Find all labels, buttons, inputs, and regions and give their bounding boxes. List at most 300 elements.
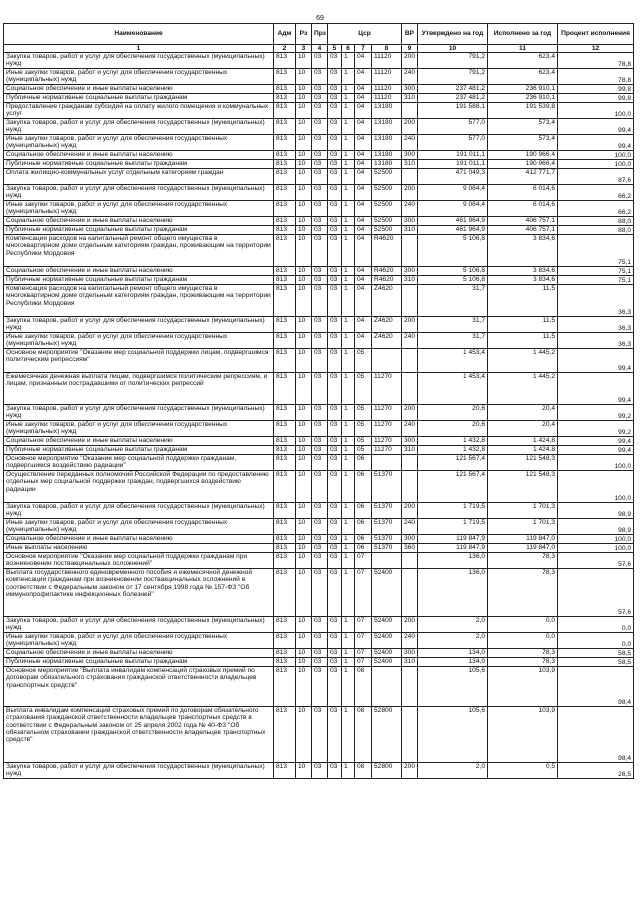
row-adm: 813 (274, 285, 296, 317)
row-csr-part3: 07 (355, 553, 372, 569)
row-adm: 813 (274, 455, 296, 471)
row-prz: 03 (312, 658, 328, 667)
row-prz: 03 (312, 160, 328, 169)
row-name: Закупка товаров, работ и услуг для обеспечения государственных (муниципальных) нужд (4, 317, 274, 333)
row-adm: 813 (274, 103, 296, 119)
row-prz: 03 (312, 649, 328, 658)
table-row (4, 94, 634, 103)
table-row (4, 235, 634, 267)
row-csr-part2: 1 (342, 285, 355, 317)
row-executed: 190 966,4 (488, 151, 558, 160)
row-prz: 03 (312, 544, 328, 553)
row-prz: 03 (312, 276, 328, 285)
row-csr-part1: 03 (328, 85, 342, 94)
row-csr-code: 51370 (372, 535, 402, 544)
column-number: 9 (402, 45, 418, 53)
row-name: Социальное обеспечение и иные выплаты населению (4, 437, 274, 446)
row-csr-part1: 03 (328, 633, 342, 649)
row-csr-code (372, 455, 402, 471)
row-vr (402, 235, 418, 267)
table-row (4, 544, 634, 553)
row-approved: 2,0 (418, 763, 488, 779)
row-approved: 121 567,4 (418, 455, 488, 471)
row-vr: 310 (402, 658, 418, 667)
row-rz: 10 (296, 569, 312, 617)
row-vr: 300 (402, 649, 418, 658)
row-rz: 10 (296, 421, 312, 437)
row-adm: 813 (274, 633, 296, 649)
row-adm: 813 (274, 519, 296, 535)
row-csr-code: 11270 (372, 446, 402, 455)
row-csr-part2: 1 (342, 226, 355, 235)
table-row (4, 455, 634, 471)
row-rz: 10 (296, 119, 312, 135)
row-csr-part2: 1 (342, 446, 355, 455)
row-adm: 813 (274, 535, 296, 544)
row-executed: 11,5 (488, 285, 558, 317)
row-csr-part2: 1 (342, 763, 355, 779)
row-percent: 99,4 (558, 119, 634, 135)
row-adm: 813 (274, 119, 296, 135)
row-name: Иные выплаты населению (4, 544, 274, 553)
row-csr-part3: 06 (355, 455, 372, 471)
row-executed: 1 424,8 (488, 446, 558, 455)
row-rz: 10 (296, 53, 312, 69)
row-rz: 10 (296, 544, 312, 553)
row-vr (402, 553, 418, 569)
row-csr-part3: 04 (355, 285, 372, 317)
row-approved: 191 011,1 (418, 160, 488, 169)
row-csr-part1: 03 (328, 519, 342, 535)
row-rz: 10 (296, 471, 312, 503)
row-csr-part2: 1 (342, 169, 355, 185)
row-percent: 100,0 (558, 151, 634, 160)
table-row (4, 267, 634, 276)
row-name: Публичные нормативные социальные выплаты гражданам (4, 658, 274, 667)
row-rz: 10 (296, 535, 312, 544)
row-csr-code: 13180 (372, 103, 402, 119)
table-row (4, 135, 634, 151)
row-executed: 78,3 (488, 553, 558, 569)
row-rz: 10 (296, 160, 312, 169)
row-percent: 99,8 (558, 85, 634, 94)
row-approved: 1 432,8 (418, 437, 488, 446)
table-row (4, 437, 634, 446)
row-csr-part1: 03 (328, 544, 342, 553)
row-name: Иные закупки товаров, работ и услуг для обеспечения государственных (муниципальных) нужд (4, 333, 274, 349)
row-executed: 3 834,6 (488, 235, 558, 267)
table-row (4, 503, 634, 519)
row-percent: 36,3 (558, 317, 634, 333)
row-name: Социальное обеспечение и иные выплаты населению (4, 151, 274, 160)
row-csr-part2: 1 (342, 317, 355, 333)
row-csr-part3: 07 (355, 569, 372, 617)
row-prz: 03 (312, 617, 328, 633)
row-csr-code: 52400 (372, 617, 402, 633)
row-csr-code (372, 667, 402, 707)
row-csr-part1: 03 (328, 53, 342, 69)
row-vr (402, 103, 418, 119)
row-csr-part1: 03 (328, 763, 342, 779)
row-approved: 20,6 (418, 421, 488, 437)
row-vr: 240 (402, 519, 418, 535)
row-csr-part3: 06 (355, 535, 372, 544)
row-rz: 10 (296, 285, 312, 317)
row-executed: 1 701,3 (488, 503, 558, 519)
row-approved: 5 106,8 (418, 235, 488, 267)
row-name: Закупка товаров, работ и услуг для обеспечения государственных (муниципальных) нужд (4, 119, 274, 135)
row-rz: 10 (296, 658, 312, 667)
row-executed: 623,4 (488, 69, 558, 85)
row-adm: 813 (274, 763, 296, 779)
header-percent: Процент исполнения (558, 24, 634, 45)
row-rz: 10 (296, 763, 312, 779)
row-name: Закупка товаров, работ и услуг для обеспечения государственных (муниципальных) нужд (4, 617, 274, 633)
row-prz: 03 (312, 185, 328, 201)
row-prz: 03 (312, 285, 328, 317)
row-percent: 100,0 (558, 103, 634, 119)
row-csr-part1: 03 (328, 135, 342, 151)
row-vr: 200 (402, 53, 418, 69)
row-percent: 98,9 (558, 503, 634, 519)
row-name: Социальное обеспечение и иные выплаты населению (4, 217, 274, 226)
row-name: Социальное обеспечение и иные выплаты населению (4, 535, 274, 544)
row-csr-code: 13180 (372, 135, 402, 151)
row-name: Иные закупки товаров, работ и услуг для обеспечения государственных (муниципальных) нужд (4, 135, 274, 151)
row-csr-part3: 07 (355, 649, 372, 658)
row-csr-part1: 03 (328, 455, 342, 471)
row-vr: 300 (402, 437, 418, 446)
row-prz: 03 (312, 151, 328, 160)
row-name: Предоставление гражданам субсидий на оплату жилого помещения и коммунальных услуг (4, 103, 274, 119)
row-percent: 78,8 (558, 69, 634, 85)
table-row (4, 553, 634, 569)
row-prz: 03 (312, 226, 328, 235)
row-csr-part1: 03 (328, 119, 342, 135)
row-approved: 461 964,9 (418, 226, 488, 235)
row-rz: 10 (296, 85, 312, 94)
row-csr-part2: 1 (342, 217, 355, 226)
row-csr-part2: 1 (342, 276, 355, 285)
row-prz: 03 (312, 535, 328, 544)
row-csr-part1: 03 (328, 103, 342, 119)
row-csr-part3: 07 (355, 658, 372, 667)
row-adm: 813 (274, 349, 296, 373)
row-executed: 190 966,4 (488, 160, 558, 169)
row-csr-code: 52400 (372, 649, 402, 658)
row-executed: 0,0 (488, 633, 558, 649)
row-csr-part3: 04 (355, 317, 372, 333)
row-csr-part2: 1 (342, 185, 355, 201)
row-adm: 813 (274, 201, 296, 217)
row-adm: 813 (274, 160, 296, 169)
row-rz: 10 (296, 333, 312, 349)
header-approved: Утверждено на год (418, 24, 488, 45)
row-csr-part3: 04 (355, 235, 372, 267)
column-number: 3 (296, 45, 312, 53)
column-number: 12 (558, 45, 634, 53)
row-prz: 03 (312, 455, 328, 471)
row-prz: 03 (312, 201, 328, 217)
row-csr-part2: 1 (342, 633, 355, 649)
row-approved: 134,0 (418, 658, 488, 667)
row-name: Публичные нормативные социальные выплаты гражданам (4, 94, 274, 103)
table-row (4, 471, 634, 503)
row-vr: 200 (402, 185, 418, 201)
table-row (4, 276, 634, 285)
row-percent: 100,0 (558, 455, 634, 471)
row-vr: 310 (402, 94, 418, 103)
row-approved: 791,2 (418, 69, 488, 85)
header-prz: Прз (312, 24, 328, 45)
row-csr-part2: 1 (342, 471, 355, 503)
row-rz: 10 (296, 707, 312, 763)
row-csr-part2: 1 (342, 135, 355, 151)
row-name: Иные закупки товаров, работ и услуг для обеспечения государственных (муниципальных) нужд (4, 69, 274, 85)
row-adm: 813 (274, 544, 296, 553)
row-csr-code: 51370 (372, 471, 402, 503)
row-csr-part1: 03 (328, 151, 342, 160)
row-prz: 03 (312, 69, 328, 85)
row-csr-part2: 1 (342, 119, 355, 135)
row-rz: 10 (296, 151, 312, 160)
row-name: Публичные нормативные социальные выплаты гражданам (4, 276, 274, 285)
row-name: Публичные нормативные социальные выплаты гражданам (4, 446, 274, 455)
row-name: Иные закупки товаров, работ и услуг для обеспечения государственных (муниципальных) нужд (4, 633, 274, 649)
row-csr-code: 11120 (372, 94, 402, 103)
row-rz: 10 (296, 317, 312, 333)
column-number: 2 (274, 45, 296, 53)
row-csr-code: 51370 (372, 519, 402, 535)
row-csr-code: R4620 (372, 267, 402, 276)
row-csr-part3: 05 (355, 421, 372, 437)
table-row (4, 707, 634, 763)
row-percent: 57,6 (558, 569, 634, 617)
row-executed: 1 445,2 (488, 373, 558, 405)
row-rz: 10 (296, 373, 312, 405)
row-executed: 0,5 (488, 763, 558, 779)
table-row (4, 349, 634, 373)
row-vr (402, 471, 418, 503)
row-approved: 191 011,1 (418, 151, 488, 160)
row-name: Иные закупки товаров, работ и услуг для обеспечения государственных (муниципальных) нужд (4, 519, 274, 535)
row-rz: 10 (296, 69, 312, 85)
row-percent: 78,8 (558, 53, 634, 69)
row-csr-part1: 03 (328, 201, 342, 217)
row-adm: 813 (274, 169, 296, 185)
row-adm: 813 (274, 276, 296, 285)
row-csr-code: 51370 (372, 544, 402, 553)
table-row (4, 763, 634, 779)
row-rz: 10 (296, 503, 312, 519)
row-prz: 03 (312, 519, 328, 535)
row-adm: 813 (274, 569, 296, 617)
row-adm: 813 (274, 69, 296, 85)
row-csr-part3: 06 (355, 471, 372, 503)
row-approved: 9 084,4 (418, 185, 488, 201)
row-csr-part3: 04 (355, 185, 372, 201)
row-csr-part1: 03 (328, 94, 342, 103)
row-csr-part3: 06 (355, 503, 372, 519)
table-row (4, 285, 634, 317)
row-approved: 191 588,1 (418, 103, 488, 119)
row-executed: 191 539,8 (488, 103, 558, 119)
column-number: 1 (4, 45, 274, 53)
row-executed: 573,4 (488, 135, 558, 151)
row-rz: 10 (296, 437, 312, 446)
row-rz: 10 (296, 226, 312, 235)
row-prz: 03 (312, 633, 328, 649)
table-row (4, 446, 634, 455)
row-csr-part1: 03 (328, 333, 342, 349)
table-row (4, 53, 634, 69)
row-csr-part1: 03 (328, 267, 342, 276)
row-vr (402, 285, 418, 317)
row-name: Основное мероприятие "Выплата инвалидам компенсаций страховых премий по договорам обязательного страхования гражданской ответственности владельцев транспортных средств" (4, 667, 274, 707)
table-row (4, 617, 634, 633)
row-percent: 66,2 (558, 185, 634, 201)
row-csr-part1: 03 (328, 160, 342, 169)
row-csr-part3: 04 (355, 160, 372, 169)
row-prz: 03 (312, 446, 328, 455)
row-csr-code: Z4620 (372, 317, 402, 333)
column-number: 10 (418, 45, 488, 53)
row-percent: 36,3 (558, 285, 634, 317)
row-csr-part2: 1 (342, 103, 355, 119)
row-name: Закупка товаров, работ и услуг для обеспечения государственных (муниципальных) нужд (4, 53, 274, 69)
row-prz: 03 (312, 667, 328, 707)
row-csr-part2: 1 (342, 535, 355, 544)
row-csr-part1: 03 (328, 349, 342, 373)
row-prz: 03 (312, 53, 328, 69)
row-name: Компенсация расходов на капитальный ремонт общего имущества в многоквартирном доме отдельным категориям граждан, проживающим на территории Республики Мордовия (4, 235, 274, 267)
table-row (4, 569, 634, 617)
row-csr-code: 13180 (372, 119, 402, 135)
row-vr: 300 (402, 535, 418, 544)
row-csr-part3: 04 (355, 135, 372, 151)
row-executed: 1 701,3 (488, 519, 558, 535)
row-approved: 1 453,4 (418, 349, 488, 373)
row-prz: 03 (312, 707, 328, 763)
row-vr (402, 667, 418, 707)
row-percent: 99,2 (558, 405, 634, 421)
row-executed: 78,3 (488, 658, 558, 667)
row-csr-part3: 08 (355, 667, 372, 707)
row-vr: 200 (402, 503, 418, 519)
row-rz: 10 (296, 217, 312, 226)
row-csr-part2: 1 (342, 151, 355, 160)
row-executed: 103,9 (488, 707, 558, 763)
row-name: Компенсация расходов на капитальный ремонт общего имущества в многоквартирном доме отдельным категориям граждан, проживающим на территории Республики Мордовия (4, 285, 274, 317)
row-percent: 100,0 (558, 544, 634, 553)
row-percent: 66,2 (558, 201, 634, 217)
row-executed: 406 757,1 (488, 217, 558, 226)
row-approved: 1 453,4 (418, 373, 488, 405)
row-prz: 03 (312, 135, 328, 151)
row-adm: 813 (274, 553, 296, 569)
row-adm: 813 (274, 151, 296, 160)
row-percent: 100,0 (558, 471, 634, 503)
row-csr-part3: 05 (355, 405, 372, 421)
row-executed: 121 548,3 (488, 455, 558, 471)
row-name: Закупка товаров, работ и услуг для обеспечения государственных (муниципальных) нужд (4, 763, 274, 779)
row-csr-part3: 05 (355, 373, 372, 405)
row-csr-part2: 1 (342, 553, 355, 569)
row-csr-part3: 05 (355, 446, 372, 455)
row-rz: 10 (296, 349, 312, 373)
row-approved: 577,0 (418, 119, 488, 135)
row-csr-part1: 03 (328, 185, 342, 201)
row-percent: 58,5 (558, 649, 634, 658)
row-rz: 10 (296, 185, 312, 201)
table-row (4, 103, 634, 119)
row-csr-part1: 03 (328, 658, 342, 667)
row-csr-part1: 03 (328, 649, 342, 658)
row-approved: 5 106,8 (418, 267, 488, 276)
row-name: Оплата жилищно-коммунальных услуг отдельным категориям граждан (4, 169, 274, 185)
row-csr-part3: 05 (355, 437, 372, 446)
row-prz: 03 (312, 317, 328, 333)
row-adm: 813 (274, 85, 296, 94)
row-prz: 03 (312, 169, 328, 185)
row-csr-part2: 1 (342, 544, 355, 553)
row-rz: 10 (296, 446, 312, 455)
row-executed: 3 834,6 (488, 267, 558, 276)
row-approved: 1 432,8 (418, 446, 488, 455)
row-csr-part2: 1 (342, 349, 355, 373)
row-csr-part3: 08 (355, 707, 372, 763)
table-row (4, 226, 634, 235)
table-row (4, 649, 634, 658)
row-csr-part1: 03 (328, 405, 342, 421)
row-csr-code: 52400 (372, 569, 402, 617)
row-csr-part1: 03 (328, 446, 342, 455)
row-executed: 3 834,6 (488, 276, 558, 285)
row-prz: 03 (312, 373, 328, 405)
row-approved: 136,0 (418, 553, 488, 569)
row-csr-code: Z4620 (372, 285, 402, 317)
row-percent: 99,4 (558, 446, 634, 455)
row-adm: 813 (274, 267, 296, 276)
row-csr-part3: 07 (355, 617, 372, 633)
table-row (4, 217, 634, 226)
table-row (4, 373, 634, 405)
row-prz: 03 (312, 421, 328, 437)
table-row (4, 421, 634, 437)
row-csr-part1: 03 (328, 421, 342, 437)
column-number: 6 (342, 45, 355, 53)
row-prz: 03 (312, 553, 328, 569)
column-number: 8 (372, 45, 402, 53)
row-vr: 300 (402, 85, 418, 94)
row-csr-code: 52800 (372, 763, 402, 779)
table-row (4, 185, 634, 201)
row-prz: 03 (312, 217, 328, 226)
row-name: Основное мероприятие "Оказание мер социальной поддержки гражданам, подвергшимся воздействию радиации" (4, 455, 274, 471)
row-percent: 88,0 (558, 217, 634, 226)
row-csr-part3: 04 (355, 217, 372, 226)
row-percent: 99,4 (558, 437, 634, 446)
row-rz: 10 (296, 276, 312, 285)
row-name: Публичные нормативные социальные выплаты гражданам (4, 226, 274, 235)
row-prz: 03 (312, 437, 328, 446)
row-csr-part3: 05 (355, 349, 372, 373)
row-name: Закупка товаров, работ и услуг для обеспечения государственных (муниципальных) нужд (4, 405, 274, 421)
row-csr-code: 52800 (372, 707, 402, 763)
row-csr-part3: 04 (355, 94, 372, 103)
row-csr-part1: 03 (328, 226, 342, 235)
row-rz: 10 (296, 617, 312, 633)
